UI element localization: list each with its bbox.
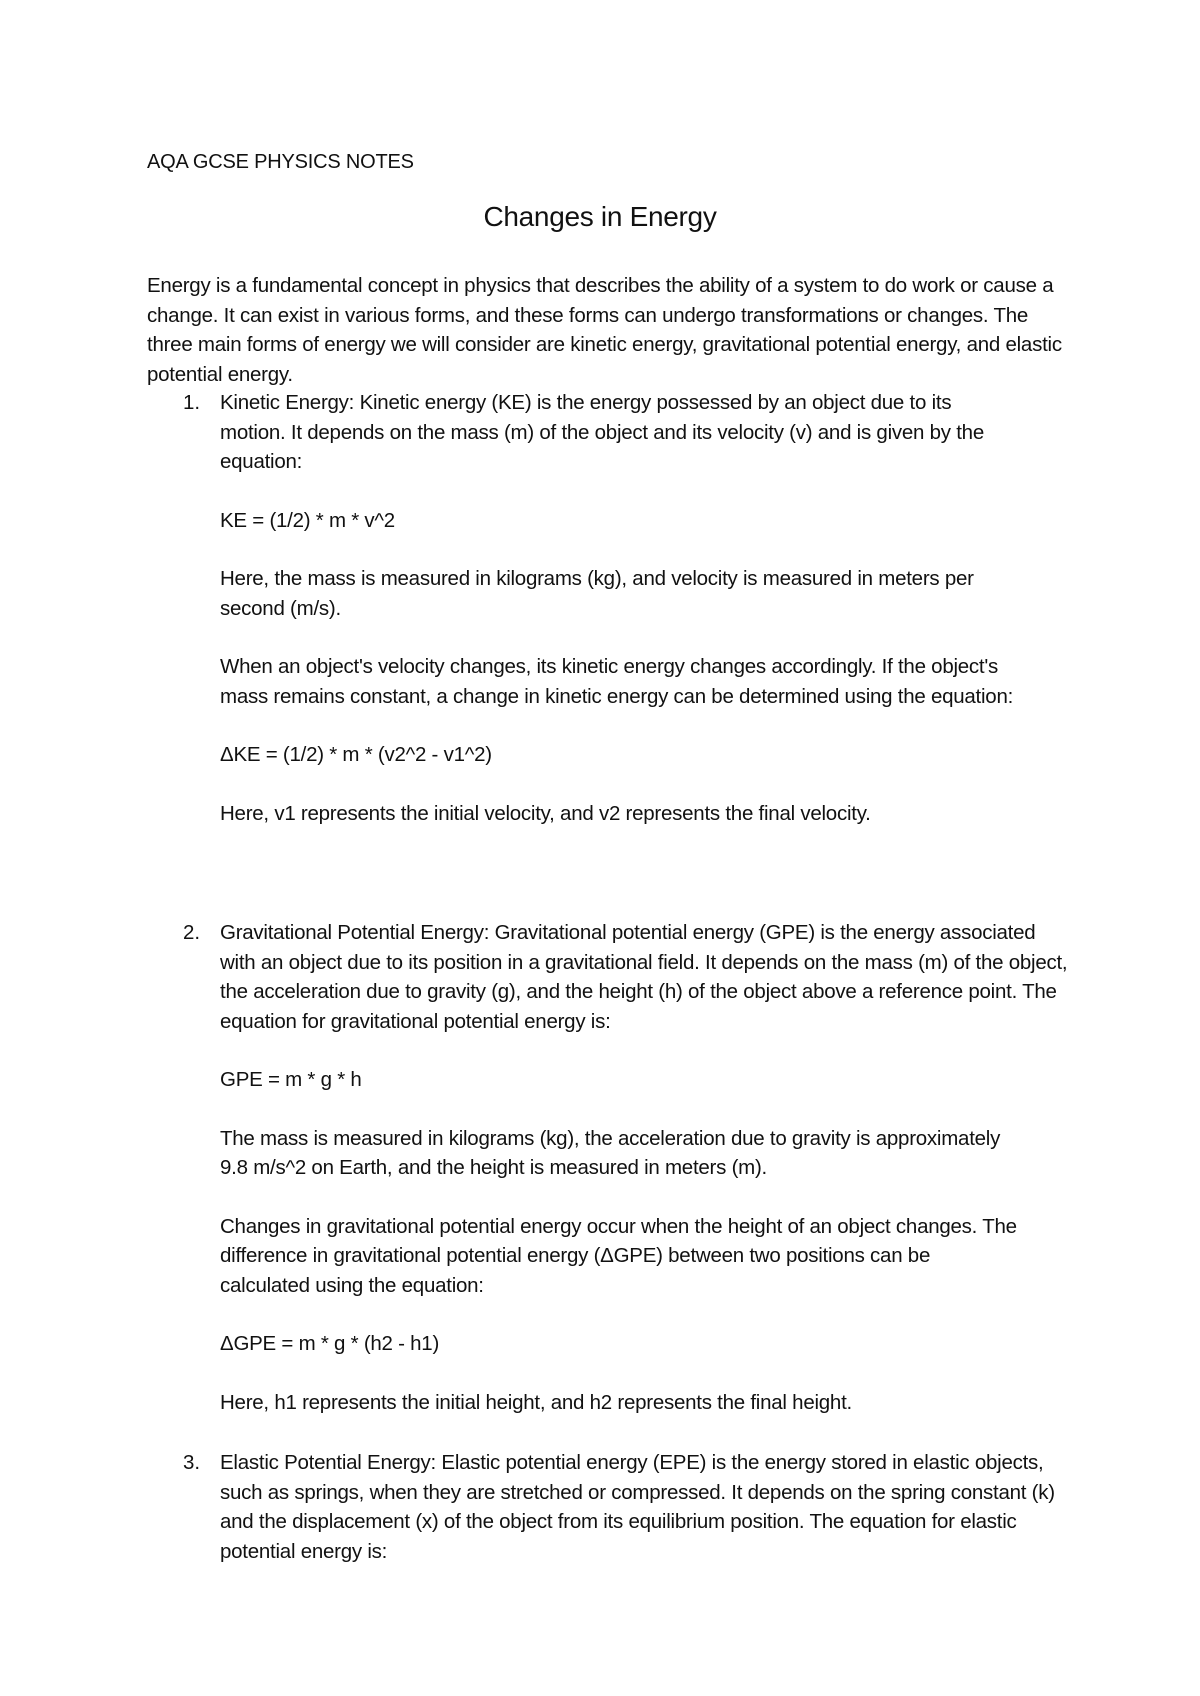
item-paragraph: Here, v1 represents the initial velocity, and v2 represents the final velocity.: [220, 801, 871, 825]
item-paragraph: Gravitational Potential Energy: Gravitational potential energy (GPE) is the energy associated with an object due to its position in a gravitational field. It depends on the mass (m) of the object, the acceleration due to gravity (g), and the height (h) of the object above a reference point. The equation for gravitational potential energy is:: [220, 921, 1068, 1033]
list-item-body: [220, 388, 1080, 857]
equation: KE = (1/2) * m * v^2: [220, 508, 395, 532]
item-paragraph: When an object's velocity changes, its kinetic energy changes accordingly. If the object's mass remains constant, a change in kinetic energy can be determined using the equation:: [220, 655, 1014, 708]
item-paragraph: Kinetic Energy: Kinetic energy (KE) is the energy possessed by an object due to its motion. It depends on the mass (m) of the object and its velocity (v) and is given by the equation:: [220, 391, 984, 473]
list-item-number: 2.: [183, 921, 201, 944]
item-paragraph: The mass is measured in kilograms (kg), the acceleration due to gravity is approximately 9.8 m/s^2 on Earth, and the height is measured in meters (m).: [220, 1126, 1001, 1179]
list-item-body: [220, 918, 1080, 1446]
intro-paragraph: Energy is a fundamental concept in physics that describes the ability of a system to do work or cause a change. It can exist in various forms, and these forms can undergo transformations or changes. The three main forms of energy we will consider are kinetic energy, gravitational potential energy, and elastic potential energy.: [147, 274, 1062, 386]
document-title: Changes in Energy: [483, 201, 717, 232]
equation: ΔGPE = m * g * (h2 - h1): [220, 1332, 440, 1355]
item-paragraph: Elastic Potential Energy: Elastic potential energy (EPE) is the energy stored in elastic objects, such as springs, when they are stretched or compressed. It depends on the spring constant (k) and the displacement (x) of the object from its equilibrium position. The equation for elastic potential energy is:: [220, 1451, 1055, 1563]
item-paragraph: Here, the mass is measured in kilograms (kg), and velocity is measured in meters per second (m/s).: [220, 567, 974, 620]
list-item-number: 1.: [183, 391, 201, 414]
equation: ΔKE = (1/2) * m * (v2^2 - v1^2): [220, 743, 492, 766]
item-paragraph: Here, h1 represents the initial height, and h2 represents the final height.: [220, 1390, 852, 1414]
item-paragraph: Changes in gravitational potential energy occur when the height of an object changes. The difference in gravitational potential energy (ΔGPE) between two positions can be calculated using the equation:: [220, 1214, 1017, 1297]
document-header: AQA GCSE PHYSICS NOTES: [147, 151, 414, 173]
equation: GPE = m * g * h: [220, 1068, 362, 1091]
list-item-number: 3.: [183, 1451, 201, 1474]
list-item-body: [220, 1448, 1080, 1595]
